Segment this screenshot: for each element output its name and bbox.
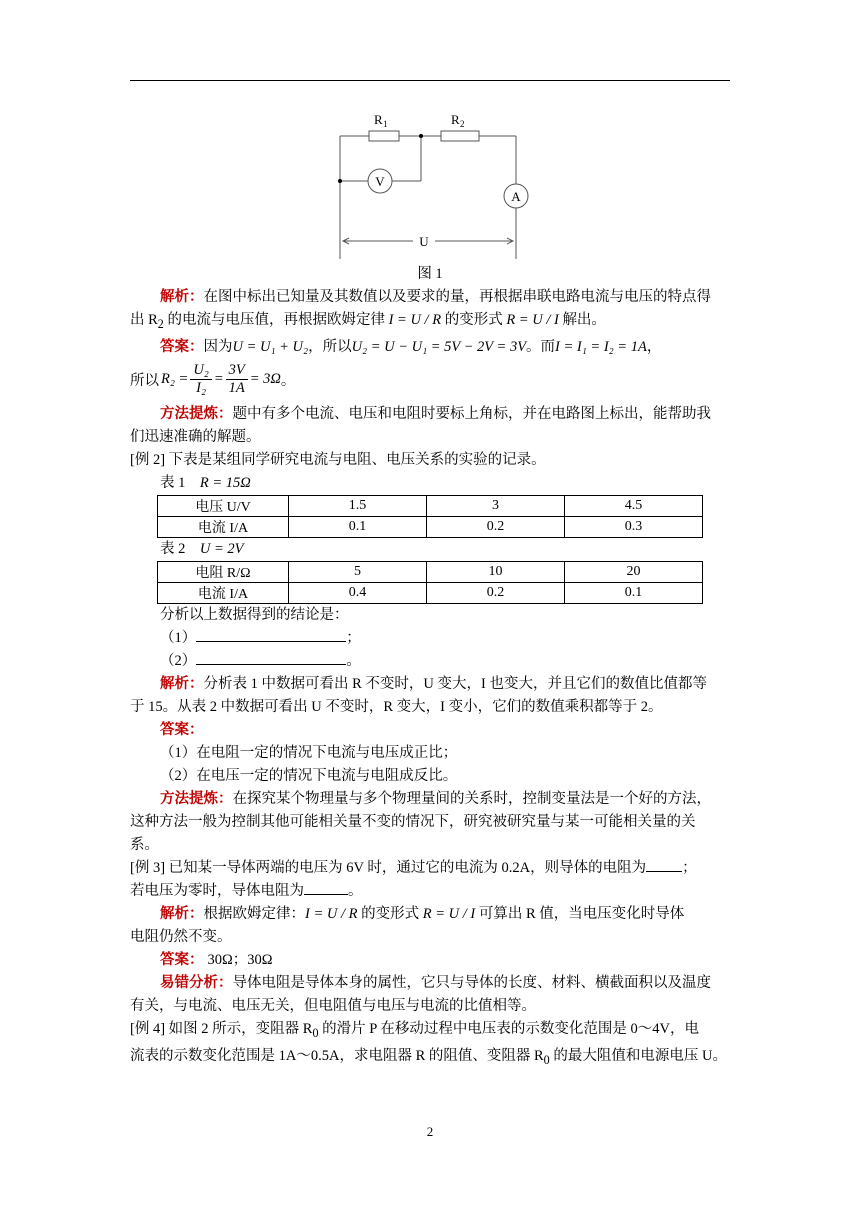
text: 分析表 1 中数据可看出 R 不变时，U 变大，I 也变大，并且它们的数值比值都等 (203, 675, 707, 692)
denominator: I₂ (196, 380, 206, 397)
circuit-figure (130, 104, 730, 260)
formula: U₂ = U − U₁ = 5V − 2V = 3V (351, 338, 527, 355)
formula: I = U / R (305, 905, 358, 922)
table-cell: 电阻 R/Ω (158, 561, 289, 582)
text: 在图中标出已知量及其数值以及要求的量，再根据串联电路电流与电压的特点得 (203, 289, 711, 305)
ex1-answer-line1 (130, 336, 730, 359)
ex2-method-line3: 系。 (130, 836, 159, 853)
formula: I = U / R (388, 312, 442, 328)
text: ； (682, 859, 697, 876)
ex4-line2 (130, 1045, 730, 1072)
table-cell: 电压 U/V (158, 495, 289, 516)
ex1-analysis-line1 (130, 286, 730, 309)
page-number: 2 (426, 1124, 434, 1139)
text: 题中有多个电流、电压和电阻时要标上角标，并在电路图上标出，能帮助我 (232, 405, 711, 422)
ex2-answer-1: （1）在电阻一定的情况下电流与电压成正比； (160, 744, 458, 761)
table-row (158, 516, 703, 537)
ex2-analysis-line2: 于 15。从表 2 中数据可看出 U 不变时，R 变大，I 变小，它们的数值乘积都等于 2。 (130, 698, 663, 715)
table-row (158, 582, 703, 603)
formula: R = U / I (422, 905, 476, 922)
ex2-question: 分析以上数据得到的结论是： (160, 606, 349, 623)
text: [例 3] 已知某一导体两端的电压为 6V 时，通过它的电流为 0.2A，则导体的电阻为 (130, 859, 647, 876)
subscript: 2 (157, 316, 164, 331)
equals: = (213, 371, 224, 388)
answer-blank[interactable] (196, 627, 346, 642)
table-1 (157, 495, 703, 538)
formula: R = U / I (506, 312, 559, 328)
voltmeter-label: V (375, 174, 385, 189)
r2-label-sub: 2 (460, 119, 465, 129)
circuit-diagram (130, 104, 730, 260)
error-analysis-label: 易错分析： (160, 974, 233, 991)
formula: U = 2V (199, 540, 244, 557)
ex1-method-line1 (130, 403, 730, 426)
text: 。 (346, 652, 361, 669)
table-cell: 10 (427, 561, 565, 582)
formula: = 3Ω (249, 371, 281, 388)
table-cell: 0.2 (427, 516, 565, 537)
text: 的变形式 (441, 312, 507, 328)
table-cell: 0.1 (289, 516, 427, 537)
analysis-label: 解析： (160, 675, 204, 692)
text: 的电流与电压值，再根据欧姆定律 (163, 312, 389, 328)
text: 根据欧姆定律： (203, 905, 305, 922)
r1-label: R (374, 112, 383, 127)
analysis-label: 解析： (160, 905, 204, 922)
text: 的滑片 P 在移动过程中电压表的示数变化范围是 0～4V，电 (318, 1020, 699, 1037)
method-label: 方法提炼： (160, 790, 233, 807)
table2-caption (130, 538, 730, 561)
figure-caption: 图 1 (417, 266, 443, 282)
text: （2） (160, 652, 197, 669)
text: 。而 (526, 338, 556, 355)
text: （1） (160, 629, 197, 646)
table-cell: 0.2 (427, 582, 565, 603)
ex1-method-line2: 们迅速准确的解题。 (130, 428, 261, 445)
table-cell: 电流 I/A (158, 582, 289, 603)
text: 解出。 (558, 312, 606, 328)
ex2-answer-2: （2）在电压一定的情况下电流与电阻成反比。 (160, 767, 458, 784)
ex1-analysis-line2 (130, 309, 730, 336)
text: ； (346, 629, 361, 646)
method-label: 方法提炼： (160, 405, 233, 422)
ex3-title-line1 (130, 857, 730, 880)
formula: I = I₁ = I₂ = 1A (555, 338, 647, 355)
r2-label: R (451, 112, 460, 127)
ex2-answer-label (130, 719, 730, 742)
text: 。 (280, 373, 296, 390)
table-row (158, 495, 703, 516)
ex2-method-line1 (130, 788, 730, 811)
ex2-method-line2: 这种方法一般为控制其他可能相关量不变的情况下，研究被研究量与某一可能相关量的关 (130, 813, 696, 830)
subscript: 0 (543, 1052, 550, 1067)
answer-label: 答案： (160, 338, 204, 355)
text: 所以 (130, 373, 159, 390)
subscript: 0 (312, 1025, 319, 1040)
text: 表 2 (160, 540, 200, 557)
ex1-answer-line2 (130, 359, 730, 401)
r1-label-sub: 1 (383, 119, 388, 129)
ex4-line1 (130, 1018, 730, 1045)
ex3-title-line2 (130, 880, 730, 903)
ex2-title: [例 2] 下表是某组同学研究电流与电阻、电压关系的实验的记录。 (130, 451, 546, 468)
ex3-analysis-line1 (130, 903, 730, 926)
text: 。 (348, 882, 363, 899)
formula: R₂ = (161, 371, 189, 388)
answer-value: 30Ω；30Ω (207, 951, 273, 968)
table-cell: 电流 I/A (158, 516, 289, 537)
header-rule (130, 80, 730, 81)
answer-label: 答案： (160, 721, 204, 738)
table-cell: 0.3 (565, 516, 703, 537)
table-cell: 5 (289, 561, 427, 582)
resistor-r1 (369, 131, 399, 141)
answer-blank[interactable] (196, 650, 346, 665)
fraction-3v-over-1a (226, 362, 248, 397)
text: 表 1 (160, 474, 200, 491)
text: [例 4] 如图 2 所示，变阻器 R (130, 1020, 313, 1037)
text: 的变形式 (357, 905, 423, 922)
table-2 (157, 561, 703, 604)
numerator: U₂ (190, 362, 212, 380)
resistor-r2 (441, 131, 479, 141)
ex2-blank-1 (130, 627, 730, 650)
text: 流表的示数变化范围是 1A～0.5A，求电阻器 R 的阻值、变阻器 R (130, 1047, 544, 1064)
ex3-error-line1 (130, 972, 730, 995)
ex3-analysis-line2: 电阻仍然不变。 (130, 928, 232, 945)
fraction-u2-over-i2 (190, 362, 212, 397)
text: 导体电阻是导体本身的属性，它只与导体的长度、材料、横截面积以及温度 (232, 974, 711, 991)
formula: R = 15Ω (199, 474, 251, 491)
text: ， (646, 338, 662, 355)
text: 在探究某个物理量与多个物理量间的关系时，控制变量法是一个好的方法， (232, 790, 711, 807)
answer-blank[interactable] (646, 857, 682, 872)
text: 若电压为零时，导体电阻为 (130, 882, 304, 899)
table-cell: 20 (565, 561, 703, 582)
text: ，所以 (308, 338, 352, 355)
ex3-error-line2: 有关，与电流、电压无关，但电阻值与电压与电流的比值相等。 (130, 997, 536, 1014)
source-label: U (419, 234, 429, 249)
formula: U = U₁ + U₂ (232, 338, 309, 355)
table-cell: 3 (427, 495, 565, 516)
answer-label: 答案： (160, 951, 204, 968)
table-cell: 0.1 (565, 582, 703, 603)
table-cell: 0.4 (289, 582, 427, 603)
text: 出 R (130, 312, 158, 328)
analysis-label: 解析： (160, 289, 204, 305)
text: 可算出 R 值，当电压变化时导体 (475, 905, 685, 922)
ex2-analysis-line1 (130, 673, 730, 696)
table1-caption (130, 472, 730, 495)
denominator: 1A (228, 380, 245, 397)
ex3-answer (130, 949, 730, 972)
answer-blank[interactable] (304, 880, 348, 895)
ammeter-label: A (511, 189, 521, 204)
table-row (158, 561, 703, 582)
ex2-blank-2 (130, 650, 730, 673)
numerator: 3V (226, 362, 248, 380)
table-cell: 1.5 (289, 495, 427, 516)
table-cell: 4.5 (565, 495, 703, 516)
text: 的最大阻值和电源电压 U。 (549, 1047, 727, 1064)
page-content (130, 104, 730, 1072)
text: 因为 (203, 338, 233, 355)
